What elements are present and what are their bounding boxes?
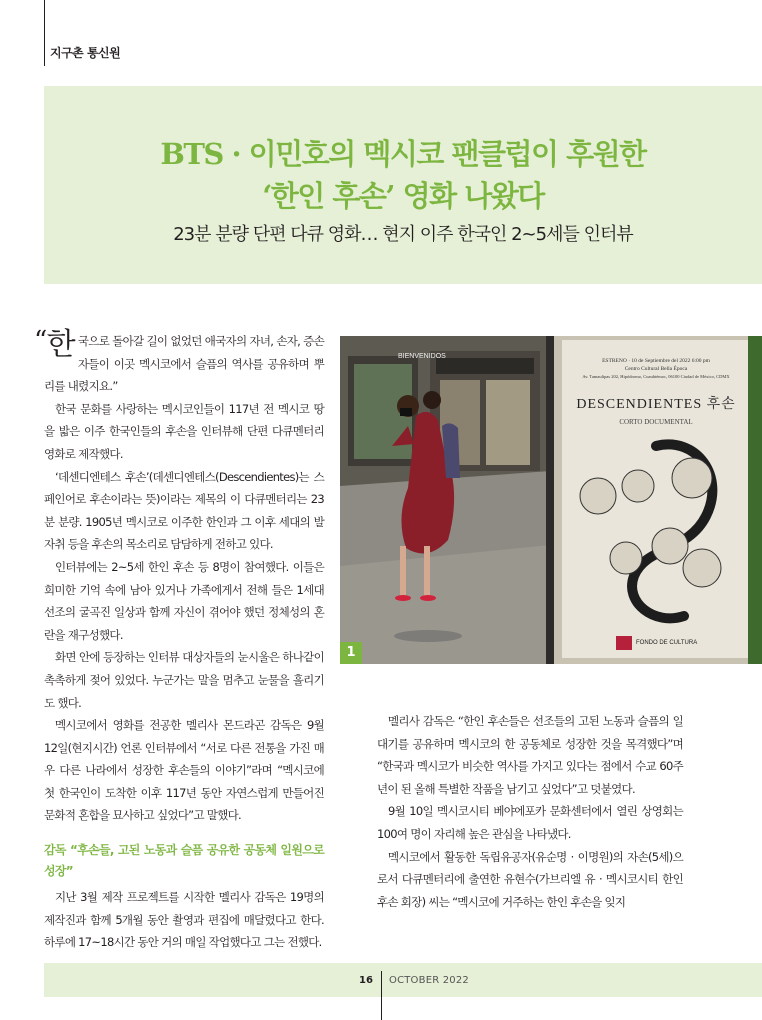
headline-banner [44, 86, 762, 284]
paragraph: 멜리사 감독은 “한인 후손들은 선조들의 고된 노동과 슬픔의 일대기를 공유하며 멕시코의 한 공동체로 성장한 것을 목격했다”며 “한국과 멕시코가 비슷한 역사를 가지고 있다는 점에서 수교 60주년이 된 올해 특별한 작품을 남기고 싶었다”고 덧붙였다. [377, 714, 683, 796]
photo-number: 1 [340, 642, 362, 664]
paragraph: 화면 안에 등장하는 인터뷰 대상자들의 눈시울은 하나같이 촉촉하게 젖어 있었다. 누군가는 말을 멈추고 눈물을 흘리기도 했다. [44, 650, 324, 710]
top-rule [44, 0, 45, 66]
paragraph: 멕시코에서 영화를 전공한 멜리사 몬드라곤 감독은 9월 12일(현지시간) 언론 인터뷰에서 “서로 다른 전통을 가진 매우 다른 나라에서 성장한 후손들의 이야기”라며 “멕시코에 첫 한국인이 도착한 이후 117년 동안 자연스럽게 만들어진 문화적 혼합을 묘사하고 싶었다”고 말했다. [44, 718, 324, 823]
paragraph: ‘데센디엔테스 후손’(데센디엔테스(Descendientes)는 스페인어로 후손이라는 뜻)이라는 제목의 이 다큐멘터리는 23분 분량. 1905년 멕시코로 이주한 한인과 그 이후 세대의 발자취 등을 후손의 목소리로 담담하게 전하고 있다. [44, 469, 324, 552]
poster-venue: Centro Cultural Bella Época [624, 366, 688, 372]
footer-rule [381, 971, 382, 1020]
drop-cap: “한 [34, 326, 75, 362]
article-photo [340, 336, 762, 664]
poster-address: Av. Tamaulipas 202, Hipódromo, Cuauhtémoc, 06100 Ciudad de México, CDMX [582, 374, 730, 379]
poster-title: DESCENDIENTES 후손 [576, 397, 736, 412]
article-column-right [377, 710, 683, 913]
page-number: 16 [359, 975, 373, 986]
poster-logo: FONDO DE CULTURA [636, 640, 698, 646]
headline-line-1: BTS · 이민호의 멕시코 팬클럽이 후원한 [160, 137, 646, 171]
paragraph: 인터뷰에는 2~5세 한인 후손 등 8명이 참여했다. 이들은 희미한 기억 속에 남아 있거나 가족에게서 전해 들은 1세대 선조의 굴곡진 일상과 함께 자신이 겪어야 했던 정체성의 혼란을 재구성했다. [44, 559, 324, 642]
section-label: 지구촌 통신원 [50, 46, 121, 60]
paragraph: 지난 3월 제작 프로젝트를 시작한 멜리사 감독은 19명의 제작진과 함께 5개월 동안 촬영과 편집에 매달렸다고 한다. 하루에 17~18시간 동안 거의 매일 작업했다고 그는 전했다. [44, 890, 324, 950]
lead-paragraph: “한 국으로 돌아갈 길이 없었던 애국자의 자녀, 손자, 증손자들이 이곳 멕시코에서 슬픔의 역사를 공유하며 뿌리를 내렸지요.” [34, 326, 324, 394]
paragraph: 멕시코에서 활동한 독립유공자(유순명 · 이명원)의 자손(5세)으로서 다큐멘터리에 출연한 유현수(가브리엘 유 · 멕시코시티 한인 후손 회장) 씨는 “멕시코에 거주하는 한인 후손을 잊지 [377, 849, 683, 909]
paragraph: 한국 문화를 사랑하는 멕시코인들이 117년 전 멕시코 땅을 밟은 이주 한국인들의 후손을 인터뷰해 단편 다큐멘터리 영화로 제작했다. [44, 401, 324, 461]
photo-illustration [340, 336, 762, 664]
subheadline: 23분 분량 단편 다큐 영화… 현지 이주 한국인 2~5세들 인터뷰 [173, 224, 633, 245]
poster-subtitle: CORTO DOCUMENTAL [619, 418, 693, 426]
store-sign: BIENVENIDOS [398, 353, 446, 360]
article-column-left [34, 326, 324, 954]
article-subtitle: 감독 “후손들, 고된 노동과 슬픔 공유한 공동체 일원으로 성장” [44, 843, 324, 879]
poster-date: ESTRENO · 10 de Septiembre del 2022 6:00 pm [602, 358, 710, 364]
headline-line-2: ‘한인 후손’ 영화 나왔다 [262, 179, 544, 213]
issue-date: OCTOBER 2022 [389, 975, 469, 986]
paragraph: 9월 10일 멕시코시티 베야에포카 문화센터에서 열린 상영회는 100여 명이 자리해 높은 관심을 나타냈다. [377, 804, 683, 841]
